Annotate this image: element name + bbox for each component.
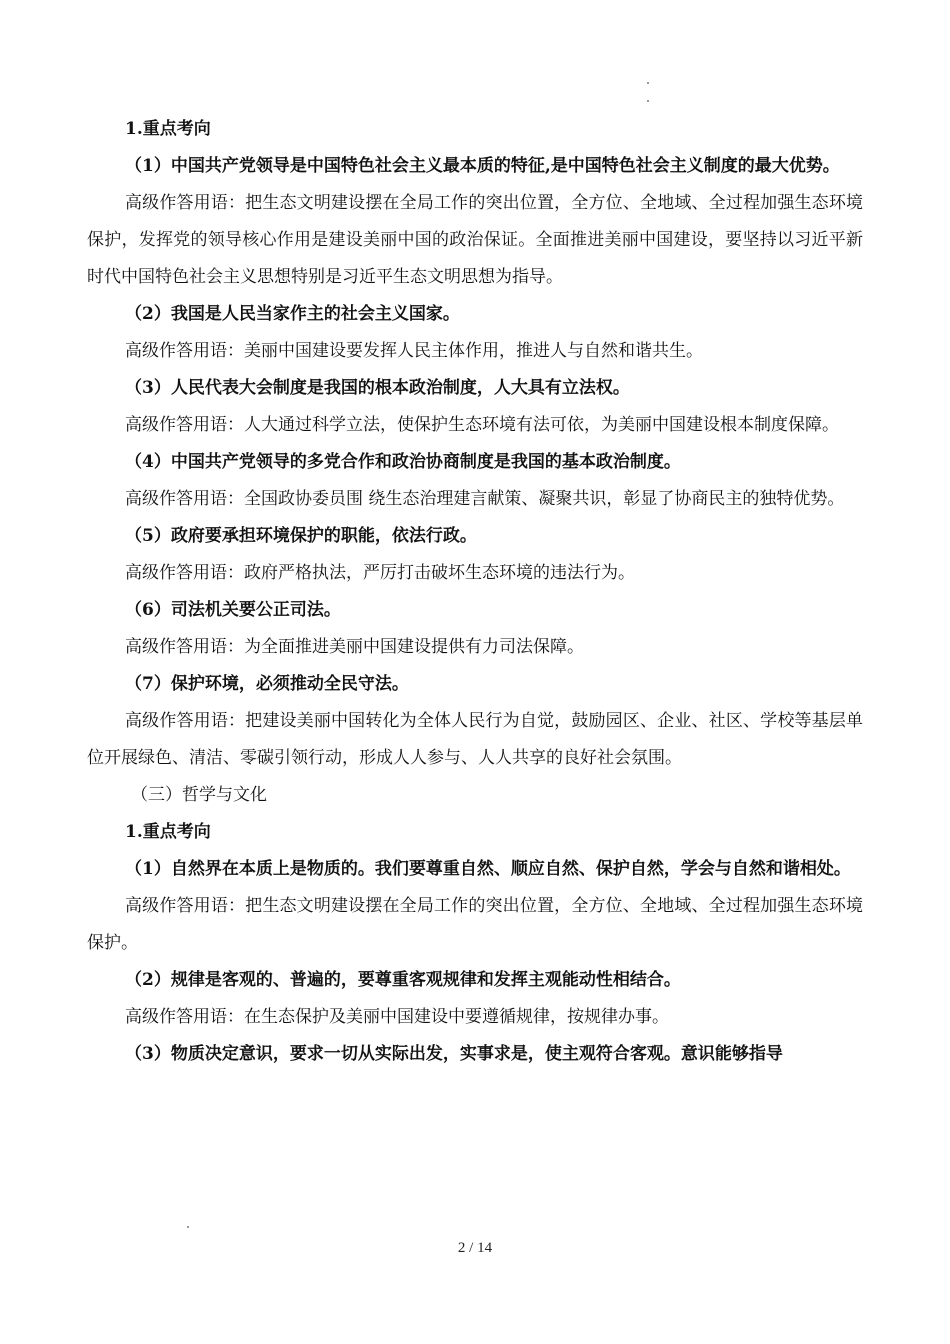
heading: 1.重点考向 <box>125 822 211 842</box>
answer-text: 高级作答用语：把建设美丽中国转化为全体人民行为自觉，鼓励园区、企业、社区、学校等基层单位开展绿色、清洁、零碳引领行动，形成人人参与、人人共享的良好社会氛围。 <box>87 711 863 768</box>
answer-text: 高级作答用语：把生态文明建设摆在全局工作的突出位置，全方位、全地域、全过程加强生态环境保护。 <box>87 896 863 953</box>
answer-text: 高级作答用语：人大通过科学立法，使保护生态环境有法可依，为美丽中国建设根本制度保障。 <box>125 415 839 435</box>
answer-text: 高级作答用语：在生态保护及美丽中国建设中要遵循规律，按规律办事。 <box>125 1007 669 1027</box>
page-number: 2 / 14 <box>457 1240 493 1256</box>
bold-point: （3）人民代表大会制度是我国的根本政治制度，人大具有立法权。 <box>125 378 630 398</box>
bold-point: （2）规律是客观的、普遍的，要尊重客观规律和发挥主观能动性相结合。 <box>125 970 681 990</box>
answer-text: 高级作答用语：全国政协委员围 绕生态治理建言献策、凝聚共识，彰显了协商民主的独特优势。 <box>125 489 845 509</box>
bold-point: （6）司法机关要公正司法。 <box>125 600 341 620</box>
bold-point: （5）政府要承担环境保护的职能，依法行政。 <box>125 526 477 546</box>
section-title: （三）哲学与文化 <box>131 785 267 805</box>
bold-point: （1）自然界在本质上是物质的。我们要尊重自然、顺应自然、保护自然，学会与自然和谐相处。 <box>125 859 851 879</box>
answer-text: 高级作答用语：美丽中国建设要发挥人民主体作用，推进人与自然和谐共生。 <box>125 341 703 361</box>
decorative-dot <box>647 100 649 102</box>
answer-text: 高级作答用语：为全面推进美丽中国建设提供有力司法保障。 <box>125 637 584 657</box>
answer-text: 高级作答用语：把生态文明建设摆在全局工作的突出位置，全方位、全地域、全过程加强生态环境保护，发挥党的领导核心作用是建设美丽中国的政治保证。全面推进美丽中国建设，要坚持以习近平新时代中国特色社会主义思想特别是习近平生态文明思想为指导。 <box>87 193 863 287</box>
decorative-dot <box>647 82 649 84</box>
bold-point: （4）中国共产党领导的多党合作和政治协商制度是我国的基本政治制度。 <box>125 452 681 472</box>
bold-point: （3）物质决定意识，要求一切从实际出发，实事求是，使主观符合客观。意识能够指导 <box>125 1044 783 1064</box>
answer-text: 高级作答用语：政府严格执法，严厉打击破坏生态环境的违法行为。 <box>125 563 635 583</box>
heading: 1.重点考向 <box>125 119 211 139</box>
document-body <box>87 111 863 1073</box>
bold-point: （2）我国是人民当家作主的社会主义国家。 <box>125 304 460 324</box>
bold-point: （1）中国共产党领导是中国特色社会主义最本质的特征,是中国特色社会主义制度的最大优势。 <box>125 156 840 176</box>
bold-point: （7）保护环境，必须推动全民守法。 <box>125 674 409 694</box>
decorative-dot <box>187 1226 189 1228</box>
